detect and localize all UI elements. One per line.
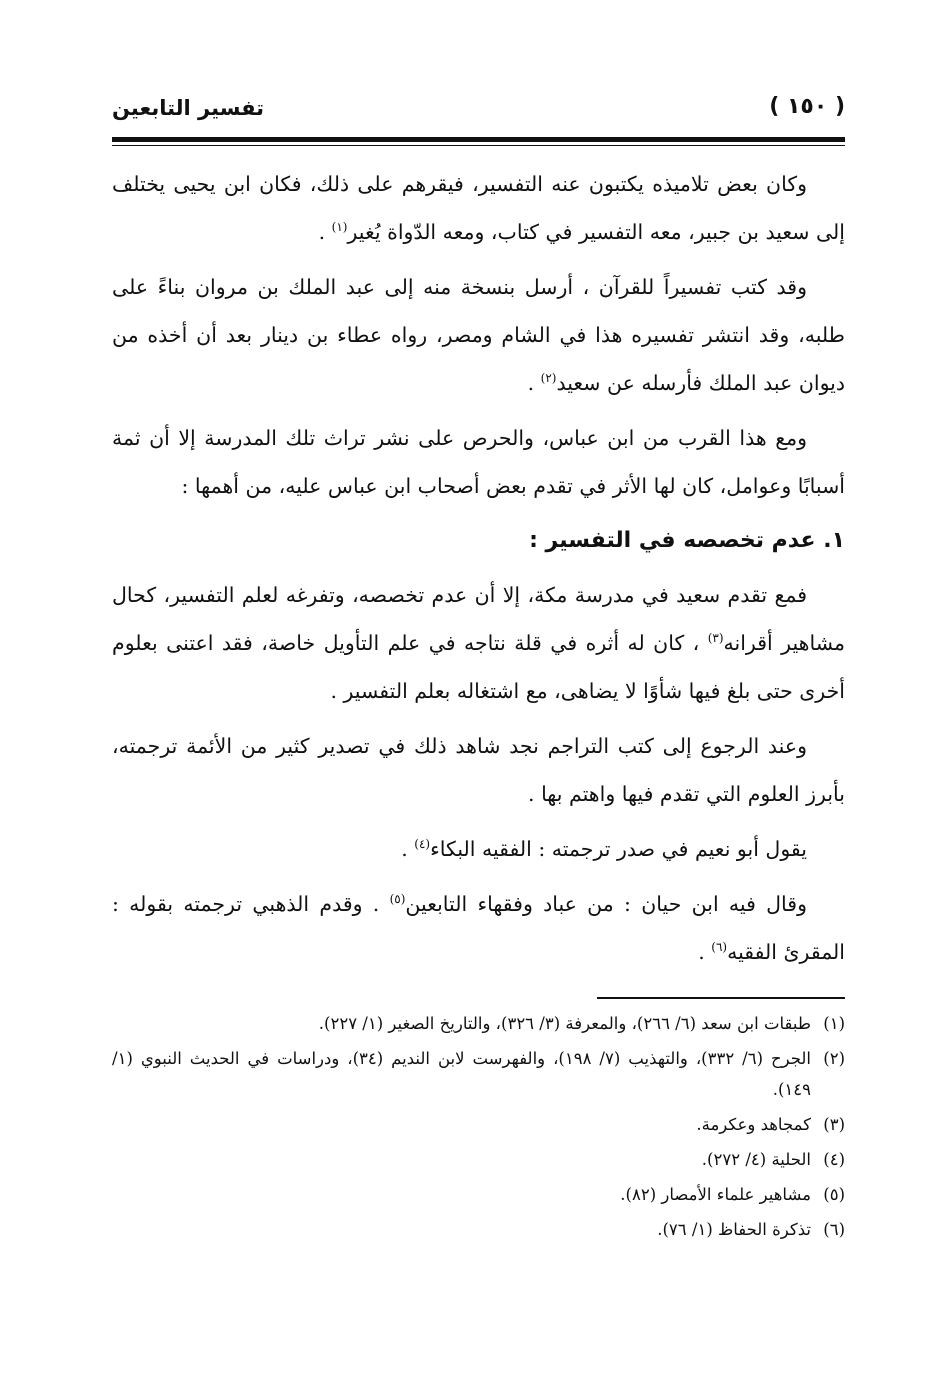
footnote-text: الحلية (٤/ ٢٧٢). xyxy=(701,1150,811,1169)
paragraph-1-end: . xyxy=(318,220,332,244)
book-title: تفسير التابعين xyxy=(112,96,265,120)
paragraph-3 xyxy=(112,414,845,510)
paragraph-4-text-b: ، كان له أثره في قلة نتاجه في علم التأويل خاصة، فقد اعتنى بعلوم أخرى حتى بلغ فيها شأوًا لا يضاهى، مع اشتغاله بعلم التفسير . xyxy=(112,631,845,703)
footnote-ref-2: (٢) xyxy=(540,371,557,386)
paragraph-1 xyxy=(112,160,845,256)
footnote-3 xyxy=(112,1109,845,1140)
footnote-text: كمجاهد وعكرمة. xyxy=(696,1115,811,1134)
section-heading: ١. عدم تخصصه في التفسير : xyxy=(529,528,845,553)
header-rule-thin xyxy=(112,145,845,146)
paragraph-6-end: . xyxy=(401,837,415,861)
footnote-5 xyxy=(112,1179,845,1210)
running-header xyxy=(112,92,845,132)
footnote-text: الجرح (٦/ ٣٣٢)، والتهذيب (٧/ ١٩٨)، والفهرست لابن النديم (٣٤)، ودراسات في الحديث النبوي (١/ ١٤٩). xyxy=(112,1049,812,1099)
footnote-number: (٢) xyxy=(823,1049,845,1068)
footnote-ref-1: (١) xyxy=(331,220,348,235)
paragraph-7-text-b: . وقدم الذهبي ترجمته بقوله : المقرئ الفقيه xyxy=(112,892,845,964)
footnote-ref-5: (٥) xyxy=(389,892,406,907)
footnote-ref-3: (٣) xyxy=(707,631,724,646)
footnote-number: (٤) xyxy=(823,1150,845,1169)
paragraph-4 xyxy=(112,571,845,715)
paragraph-4-text-a: فمع تقدم سعيد في مدرسة مكة، إلا أن عدم تخصصه، وتفرغه لعلم التفسير، كحال مشاهير أقرانه xyxy=(112,583,845,655)
footnote-ref-4: (٤) xyxy=(414,837,431,852)
footnotes xyxy=(112,1008,845,1249)
footnote-number: (٥) xyxy=(823,1185,845,1204)
paragraph-7-text-a: وقال فيه ابن حيان : من عباد وفقهاء التابعين xyxy=(405,892,807,916)
paragraph-2-end: . xyxy=(527,371,541,395)
footnote-2 xyxy=(112,1043,845,1105)
footnote-ref-6: (٦) xyxy=(711,940,728,955)
paragraph-6-text: يقول أبو نعيم في صدر ترجمته : الفقيه البكاء xyxy=(430,837,807,861)
paragraph-6 xyxy=(112,825,845,873)
footnote-text: مشاهير علماء الأمصار (٨٢). xyxy=(620,1185,811,1204)
paragraph-2 xyxy=(112,263,845,407)
header-rule-thick xyxy=(112,137,845,142)
footnote-number: (٦) xyxy=(823,1220,845,1239)
footnote-6 xyxy=(112,1214,845,1245)
footnote-text: طبقات ابن سعد (٦/ ٢٦٦)، والمعرفة (٣/ ٣٢٦)، والتاريخ الصغير (١/ ٢٢٧). xyxy=(318,1014,811,1033)
paragraph-7-end: . xyxy=(698,940,712,964)
paragraph-5-text: وعند الرجوع إلى كتب التراجم نجد شاهد ذلك في تصدير كثير من الأئمة ترجمته، بأبرز العلوم التي تقدم فيها واهتم بها . xyxy=(112,734,845,806)
main-text xyxy=(112,160,845,983)
footnote-number: (٣) xyxy=(823,1115,845,1134)
paragraph-5 xyxy=(112,722,845,818)
footnote-number: (١) xyxy=(823,1014,845,1033)
paragraph-1-text: وكان بعض تلاميذه يكتبون عنه التفسير، فيقرهم على ذلك، فكان ابن يحيى يختلف إلى سعيد بن جبير، معه التفسير في كتاب، ومعه الدّواة يُغير xyxy=(112,172,845,244)
footnote-separator xyxy=(597,997,845,999)
paragraph-7 xyxy=(112,880,845,976)
footnote-4 xyxy=(112,1144,845,1175)
paragraph-3-text: ومع هذا القرب من ابن عباس، والحرص على نشر تراث تلك المدرسة إلا أن ثمة أسبابًا وعوامل، كان لها الأثر في تقدم بعض أصحاب ابن عباس عليه، من أهمها : xyxy=(112,426,845,498)
page-number: ( ١٥٠ ) xyxy=(769,94,845,119)
paragraph-2-text: وقد كتب تفسيراً للقرآن ، أرسل بنسخة منه إلى عبد الملك بن مروان بناءً على طلبه، وقد انتشر تفسيره هذا في الشام ومصر، رواه عطاء بن دينار بعد أن أخذه من ديوان عبد الملك فأرسله عن سعيد xyxy=(112,275,845,395)
footnote-text: تذكرة الحفاظ (١/ ٧٦). xyxy=(657,1220,811,1239)
footnote-1 xyxy=(112,1008,845,1039)
